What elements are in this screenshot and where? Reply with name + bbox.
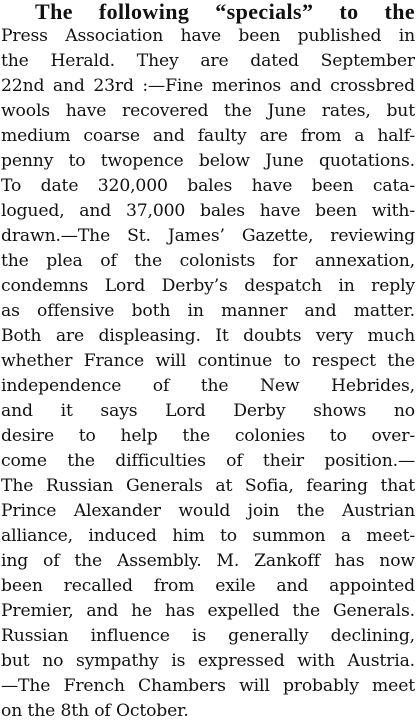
body-line: independence of the New Hebrides, [1, 376, 415, 396]
body-line: ing of the Assembly. M. Zankoff has now [1, 551, 415, 571]
headline: The following “specials” to the [35, 0, 415, 24]
body-line: alliance, induced him to summon a meet- [1, 526, 415, 546]
body-line: Both are displeasing. It doubts very much [1, 326, 415, 346]
body-line: logued, and 37,000 bales have been with- [1, 201, 415, 221]
body-line: condemns Lord Derby’s despatch in reply [1, 276, 415, 296]
body-line: drawn.—The St. James’ Gazette, reviewing [1, 226, 415, 246]
body-line: penny to twopence below June quotations. [1, 151, 415, 171]
body-line: —The French Chambers will probably meet [1, 676, 415, 696]
body-line: The Russian Generals at Sofia, fearing that [1, 476, 415, 496]
body-line: Prince Alexander would join the Austrian [1, 501, 415, 521]
body-line: To date 320,000 bales have been cata- [1, 176, 415, 196]
body-line: on the 8th of October. [1, 701, 189, 721]
body-line: the Herald. They are dated September [1, 51, 415, 71]
body-line: medium coarse and faulty are from a half- [1, 126, 415, 146]
body-line: been recalled from exile and appointed [1, 576, 415, 596]
body-line: Press Association have been published in [1, 26, 415, 46]
body-line: the plea of the colonists for annexation, [1, 251, 415, 271]
body-line: desire to help the colonies to over- [1, 426, 415, 446]
body-line: and it says Lord Derby shows no [1, 401, 415, 421]
body-line: wools have recovered the June rates, but [1, 101, 415, 121]
body-line: as offensive both in manner and matter. [1, 301, 415, 321]
body-line: whether France will continue to respect the [1, 351, 415, 371]
body-line: Premier, and he has expelled the Generals. [1, 601, 415, 621]
body-line: but no sympathy is expressed with Austria. [1, 651, 415, 671]
body-line: come the difficulties of their position.— [1, 451, 415, 471]
body-line: 22nd and 23rd :—Fine merinos and crossbred [1, 76, 415, 96]
newspaper-column [1, 0, 415, 724]
body-line: Russian influence is generally declining, [1, 626, 415, 646]
